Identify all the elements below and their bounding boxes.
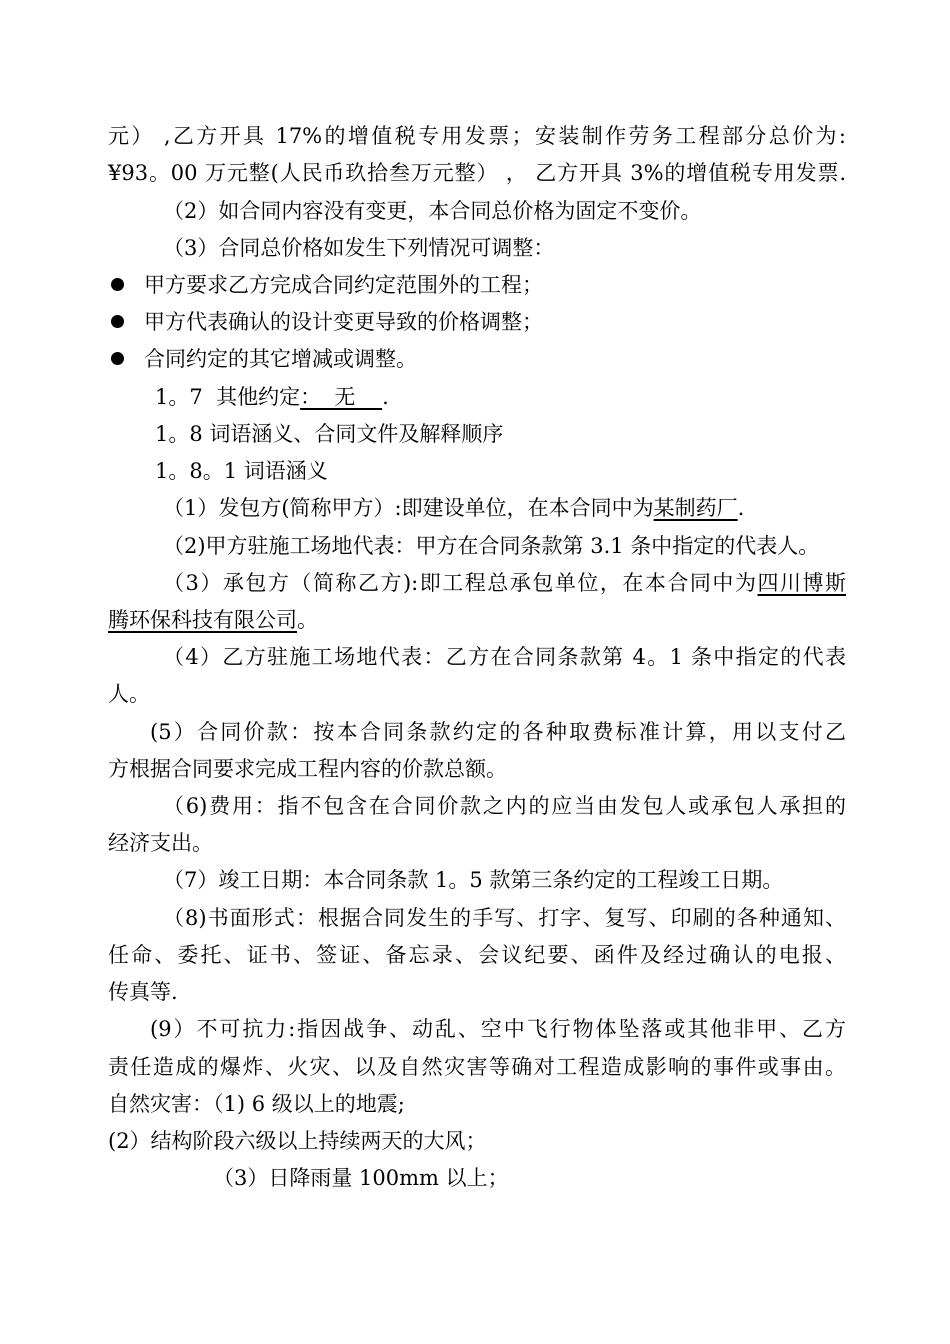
definition-4-line-2: 人。 xyxy=(108,682,150,706)
definition-9-line-2: 责任造成的爆炸、火灾、以及自然灾害等确对工程造成影响的事件或事由。 xyxy=(108,1055,846,1079)
bullet-text: 合同约定的其它增减或调整。 xyxy=(144,347,417,371)
definition-2: （2)甲方驻施工场地代表：甲方在合同条款第 3.1 条中指定的代表人。 xyxy=(163,534,820,558)
definition-3-value-part-2: 腾环保科技有限公司 xyxy=(108,608,297,632)
definition-1-text: （1）发包方(简称甲方）:即建设单位，在本合同中为 xyxy=(163,496,654,520)
definition-1-suffix: . xyxy=(737,496,745,520)
definition-5-line-1: (5）合同价款：按本合同条款约定的各种取费标准计算，用以支付乙 xyxy=(150,720,846,744)
definition-3-text: （3）承包方（简称乙方):即工程总承包单位，在本合同中为 xyxy=(163,571,758,595)
section-1-8-1-heading: 1。8。1 词语涵义 xyxy=(155,459,328,483)
paragraph-line: 元） ,乙方开具 17%的增值税专用发票；安装制作劳务工程部分总价为: xyxy=(108,124,846,148)
definition-9-line-3: 自然灾害：（1) 6 级以上的地震; xyxy=(108,1092,405,1116)
definition-3-value-part-1: 四川博斯 xyxy=(757,571,846,595)
section-1-7-value: ： 无 xyxy=(300,385,383,409)
bullet-item xyxy=(108,267,543,304)
definition-8-line-1: （8)书面形式：根据合同发生的手写、打字、复写、印刷的各种通知、 xyxy=(163,906,846,930)
paragraph-line: ¥93。00 万元整(人民币玖拾叁万元整） ， 乙方开具 3%的增值税专用发票. xyxy=(108,161,846,185)
bullet-item xyxy=(108,304,543,341)
paragraph-line: （2）如合同内容没有变更，本合同总价格为固定不变价。 xyxy=(163,199,702,223)
definition-9-line-4: (2）结构阶段六级以上持续两天的大风； xyxy=(108,1129,487,1153)
definition-3-suffix: 。 xyxy=(297,608,318,632)
definition-8-line-3: 传真等. xyxy=(108,980,178,1004)
bullet-dot-icon xyxy=(111,315,124,328)
definition-6-line-2: 经济支出。 xyxy=(108,831,213,855)
definition-7: （7）竣工日期：本合同条款 1。5 款第三条约定的工程竣工日期。 xyxy=(163,868,784,892)
section-1-7-label: 1。7 其他约定 xyxy=(155,385,301,409)
definition-1-value: 某制药厂 xyxy=(653,496,738,520)
section-1-7-suffix: . xyxy=(382,385,389,409)
bullet-dot-icon xyxy=(111,352,124,365)
section-1-8-heading: 1。8 词语涵义、合同文件及解释顺序 xyxy=(155,422,504,446)
definition-4-line-1: （4）乙方驻施工场地代表：乙方在合同条款第 4。1 条中指定的代表 xyxy=(163,645,846,669)
bullet-text: 甲方代表确认的设计变更导致的价格调整； xyxy=(144,310,543,334)
definition-9-line-5: （3）日降雨量 100mm 以上； xyxy=(213,1166,509,1190)
paragraph-line: （3）合同总价格如发生下列情况可调整： xyxy=(163,236,555,260)
definition-9-line-1: (9）不可抗力:指因战争、动乱、空中飞行物体坠落或其他非甲、乙方 xyxy=(150,1017,846,1041)
definition-8-line-2: 任命、委托、证书、签证、备忘录、会议纪要、函件及经过确认的电报、 xyxy=(108,943,846,967)
bullet-item xyxy=(108,341,417,378)
definition-6-line-1: （6)费用：指不包含在合同价款之内的应当由发包人或承包人承担的 xyxy=(163,794,846,818)
definition-3-line-1 xyxy=(163,565,846,602)
definition-3-line-2 xyxy=(108,602,846,639)
bullet-dot-icon xyxy=(111,278,124,291)
section-1-7 xyxy=(155,379,846,416)
definition-5-line-2: 方根据合同要求完成工程内容的价款总额。 xyxy=(108,757,507,781)
bullet-text: 甲方要求乙方完成合同约定范围外的工程； xyxy=(144,273,543,297)
definition-1 xyxy=(163,490,846,527)
